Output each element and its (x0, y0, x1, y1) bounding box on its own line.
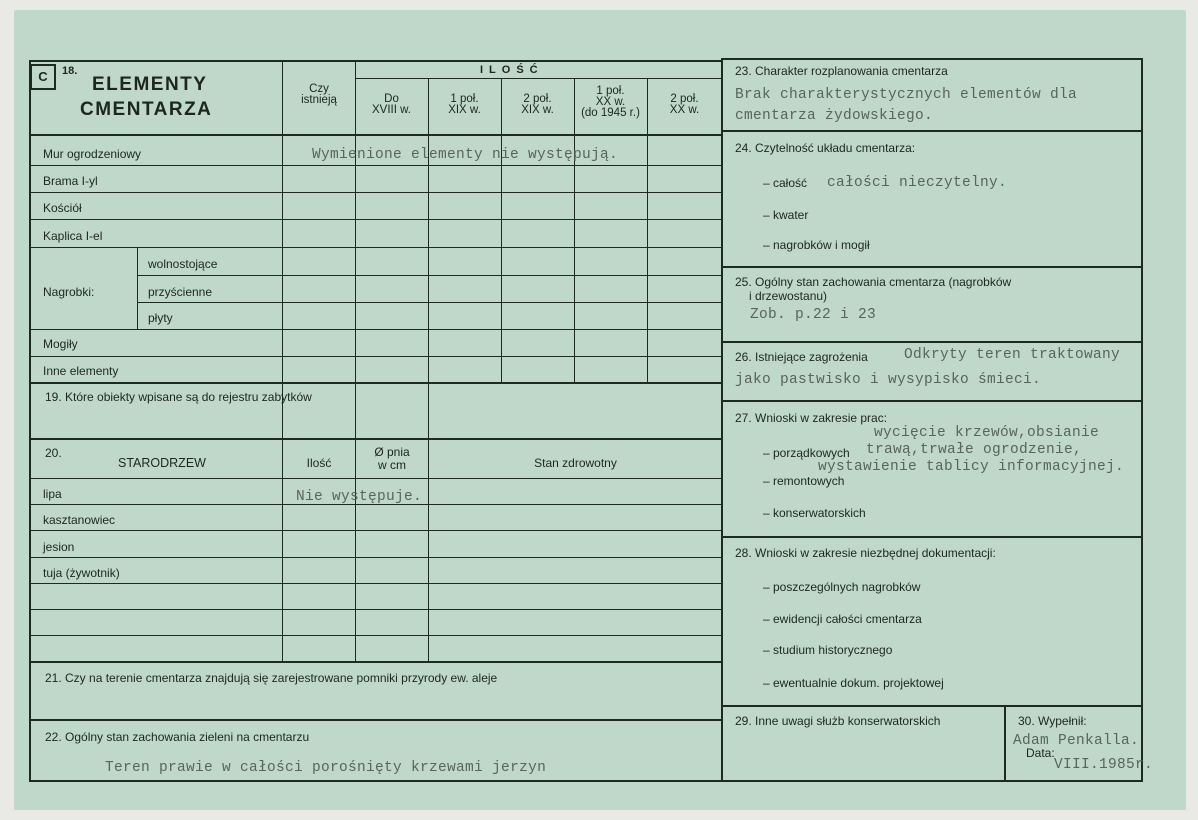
typed-section23-line1: Brak charakterystycznych elementów dla (735, 87, 1078, 103)
typed-section25: Zob. p.22 i 23 (750, 307, 877, 323)
col-pnia: Ø pnia w cm (374, 445, 410, 472)
row-kaplica: Kaplica I-el (43, 229, 103, 243)
col-ilosc: ILOŚĆ (480, 64, 544, 76)
tree-lipa: lipa (43, 487, 62, 501)
typed-section27-line1: wycięcie krzewów,obsianie (874, 425, 1100, 441)
col-ilosc-trees: Ilość (306, 456, 332, 470)
tree-jesion: jesion (43, 540, 75, 554)
row-kosciol: Kościół (43, 201, 82, 215)
typed-date: VIII.1985r. (1054, 757, 1154, 773)
section-28-item-1: – ewidencji całości cmentarza (763, 612, 922, 626)
section-27-item-remontowych: – remontowych (763, 474, 845, 488)
col-2pol-xx: 2 poł. XX w. (669, 93, 700, 116)
section-24-label: 24. Czytelność układu cmentarza: (735, 141, 916, 155)
section-20-title: STARODRZEW (118, 456, 206, 470)
section-24-item-calosc: – całość (763, 176, 808, 190)
row-mogily: Mogiły (43, 337, 78, 351)
section-27-label: 27. Wnioski w zakresie prac: (735, 411, 888, 425)
col-1pol-xix: 1 poł. XIX w. (448, 93, 481, 116)
col-1pol-xx: 1 poł. XX w. (do 1945 r.) (581, 85, 640, 119)
section-21-label: 21. Czy na terenie cmentarza znajdują się zarejestrowane pomniki przyrody ew. aleje (45, 671, 498, 685)
typed-section20: Nie występuje. (296, 489, 423, 505)
row-przyscienne: przyścienne (148, 285, 213, 299)
section-24-item-kwater: – kwater (763, 208, 809, 222)
row-mur: Mur ogrodzeniowy (43, 147, 142, 161)
section-18-title-line2: CMENTARZA (80, 99, 213, 120)
section-22-label: 22. Ogólny stan zachowania zieleni na cmentarzu (45, 730, 310, 744)
typed-section24: całości nieczytelny. (827, 175, 1008, 191)
typed-section18: Wymienione elementy nie występują. (312, 147, 619, 163)
section-23-label: 23. Charakter rozplanowania cmentarza (735, 64, 948, 78)
section-30-data-label: Data: (1026, 746, 1055, 760)
section-18-number: 18. (62, 65, 78, 77)
row-inne: Inne elementy (43, 364, 119, 378)
section-27-item-porzadkowych: – porządkowych (763, 446, 850, 460)
typed-section26-line2: jako pastwisko i wysypisko śmieci. (735, 372, 1042, 388)
row-plyty: płyty (148, 311, 173, 325)
section-19-label: 19. Które obiekty wpisane są do rejestru zabytków (45, 390, 312, 404)
section-27-item-konserwatorskich: – konserwatorskich (763, 506, 866, 520)
typed-section22: Teren prawie w całości porośnięty krzewami jerzyn (105, 760, 547, 776)
col-czy-istnieja: Czy istnieją (301, 83, 337, 106)
section-20-number: 20. (45, 446, 62, 460)
section-28-item-3: – ewentualnie dokum. projektowej (763, 676, 944, 690)
col-do-xviii: Do XVIII w. (372, 93, 411, 116)
typed-signer: Adam Penkalla. (1013, 733, 1140, 749)
typed-section27-line3: wystawienie tablicy informacyjnej. (818, 459, 1125, 475)
section-25-label-line1: 25. Ogólny stan zachowania cmentarza (nagrobków (735, 275, 1012, 289)
row-wolnostojace: wolnostojące (148, 257, 218, 271)
section-28-item-0: – poszczególnych nagrobków (763, 580, 921, 594)
section-28-item-2: – studium historycznego (763, 643, 893, 657)
section-25-label-line2: i drzewostanu) (749, 289, 828, 303)
section-18-title-line1: ELEMENTY (92, 74, 208, 95)
row-brama: Brama I-yl (43, 174, 98, 188)
section-28-label: 28. Wnioski w zakresie niezbędnej dokumentacji: (735, 546, 996, 560)
section-29-label: 29. Inne uwagi służb konserwatorskich (735, 714, 941, 728)
section-30-label: 30. Wypełnił: (1018, 714, 1087, 728)
section-letter-c: C (30, 64, 56, 90)
tree-kasztanowiec: kasztanowiec (43, 513, 116, 527)
section-26-label: 26. Istniejące zagrożenia (735, 350, 868, 364)
col-2pol-xix: 2 poł. XIX w. (521, 93, 554, 116)
tree-tuja: tuja (żywotnik) (43, 566, 120, 580)
section-24-item-nagrobkow: – nagrobków i mogił (763, 238, 870, 252)
col-stan-zdrowotny: Stan zdrowotny (534, 456, 617, 470)
typed-section23-line2: cmentarza żydowskiego. (735, 108, 934, 124)
typed-section26-line1: Odkryty teren traktowany (904, 347, 1121, 363)
row-nagrobki: Nagrobki: (43, 285, 95, 299)
typed-section27-line2: trawą,trwałe ogrodzenie, (866, 442, 1083, 458)
